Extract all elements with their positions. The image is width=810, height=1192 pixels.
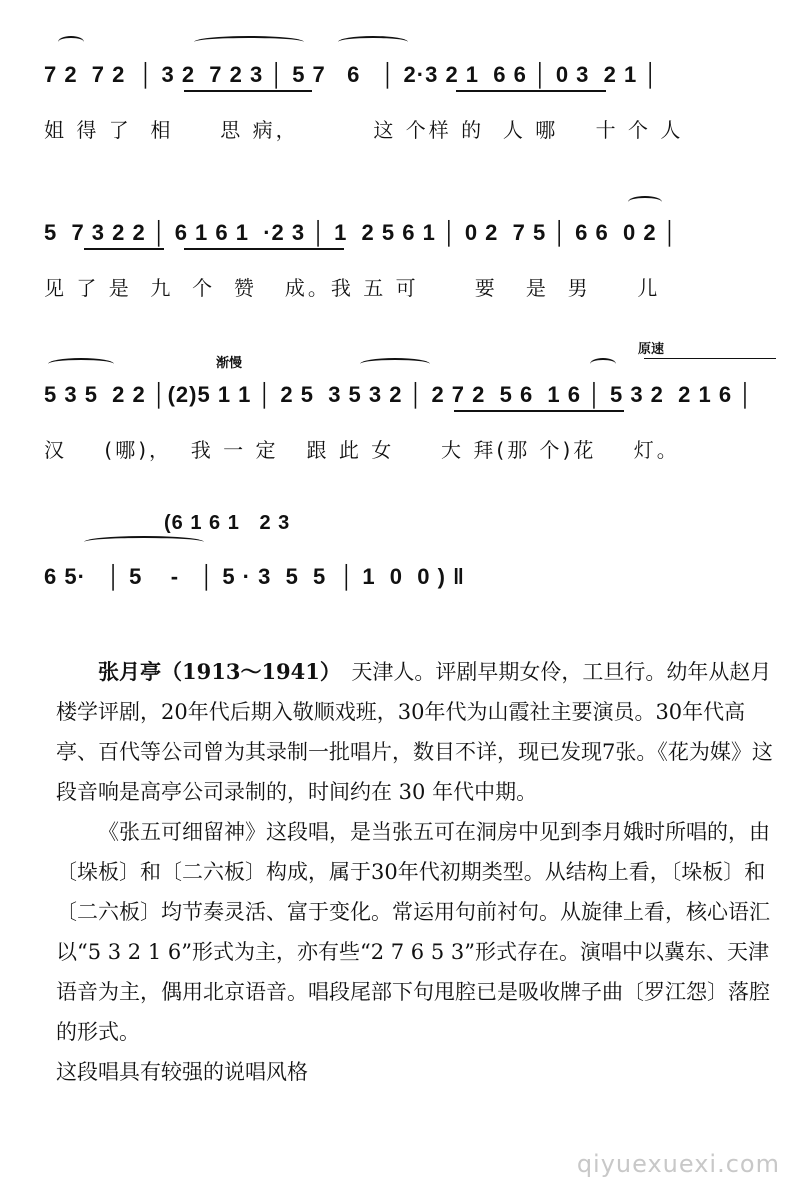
slur xyxy=(58,36,84,48)
notes-row-1: 7 2 7 2 │ 3 2 7 2 3 │ 5 7 6 │ 2·3 2 1 6 6 │ 0 3 2 1 │ xyxy=(44,62,660,87)
paragraph-1 xyxy=(56,652,778,812)
performer-name: 张月亭（1913～1941） xyxy=(98,659,331,684)
paragraph-2: 《张五可细留神》这段唱，是当张五可在洞房中见到李月娥时所唱的，由〔垛板〕和〔二六板〕构成，属于30年代初期类型。从结构上看，〔垛板〕和〔二六板〕均节奏灵活、富于变化。常运用句前衬句。从旋律上看，核心语汇以“5 3 2 1 6”形式为主，亦有些“2 7 6 5 3”形式存在。演唱中以冀东、天津语音为主，偶用北京语音。唱段尾部下句甩腔已是吸收牌子曲〔罗江怨〕落腔的形式。 xyxy=(56,820,770,1044)
lyrics-row-2: 见 了 是 九 个 赞 成。我 五 可 要 是 男 儿 xyxy=(44,276,661,300)
notes-row-4-upper: (6 1 6 1 2 3 xyxy=(164,512,291,534)
tempo-mark-original: 原速 xyxy=(638,342,665,357)
slur xyxy=(48,358,114,370)
watermark: qiyuexuexi.com xyxy=(576,1150,780,1178)
slur xyxy=(84,536,204,548)
paragraph-3: 这段唱具有较强的说唱风格 xyxy=(56,1060,308,1084)
slur xyxy=(590,358,616,370)
beam xyxy=(184,90,312,92)
slur xyxy=(360,358,430,370)
commentary-text xyxy=(56,652,778,1092)
beam xyxy=(456,90,606,92)
slur xyxy=(628,196,662,208)
lyrics-row-1: 姐 得 了 相 思 病， 这 个样 的 人 哪 十 个 人 xyxy=(44,118,684,142)
slur xyxy=(338,36,408,48)
tempo-mark-slowing: 渐慢 xyxy=(216,356,243,371)
tempo-extension-line xyxy=(644,358,776,359)
beam xyxy=(84,248,164,250)
beam xyxy=(454,410,624,412)
notes-row-3: 5 3 5 2 2 │(2)5 1 1 │ 2 5 3 5 3 2 │ 2 7 2 5 6 1 6 │ 5 3 2 2 1 6 │ xyxy=(44,382,754,407)
notes-row-2: 5 7 3 2 2 │ 6 1 6 1 ·2 3 │ 1 2 5 6 1 │ 0 2 7 5 │ 6 6 0 2 │ xyxy=(44,220,679,245)
notes-row-4: 6 5· │ 5 - │ 5 · 3 5 5 │ 1 0 0 ) ‖ xyxy=(44,564,465,589)
beam xyxy=(184,248,344,250)
paragraph-1-body: 天津人。评剧早期女伶，工旦行。幼年从赵月楼学评剧，20年代后期入敬顺戏班，30年代为山霞社主要演员。30年代高亭、百代等公司曾为其录制一批唱片，数目不详，现已发现7张。《花为媒》这段音响是高亭公司录制的，时间约在 30 年代中期。 xyxy=(56,660,773,804)
slur xyxy=(194,36,304,48)
lyrics-row-3: 汉 (哪)， 我 一 定 跟 此 女 大 拜(那 个)花 灯。 xyxy=(44,438,680,462)
